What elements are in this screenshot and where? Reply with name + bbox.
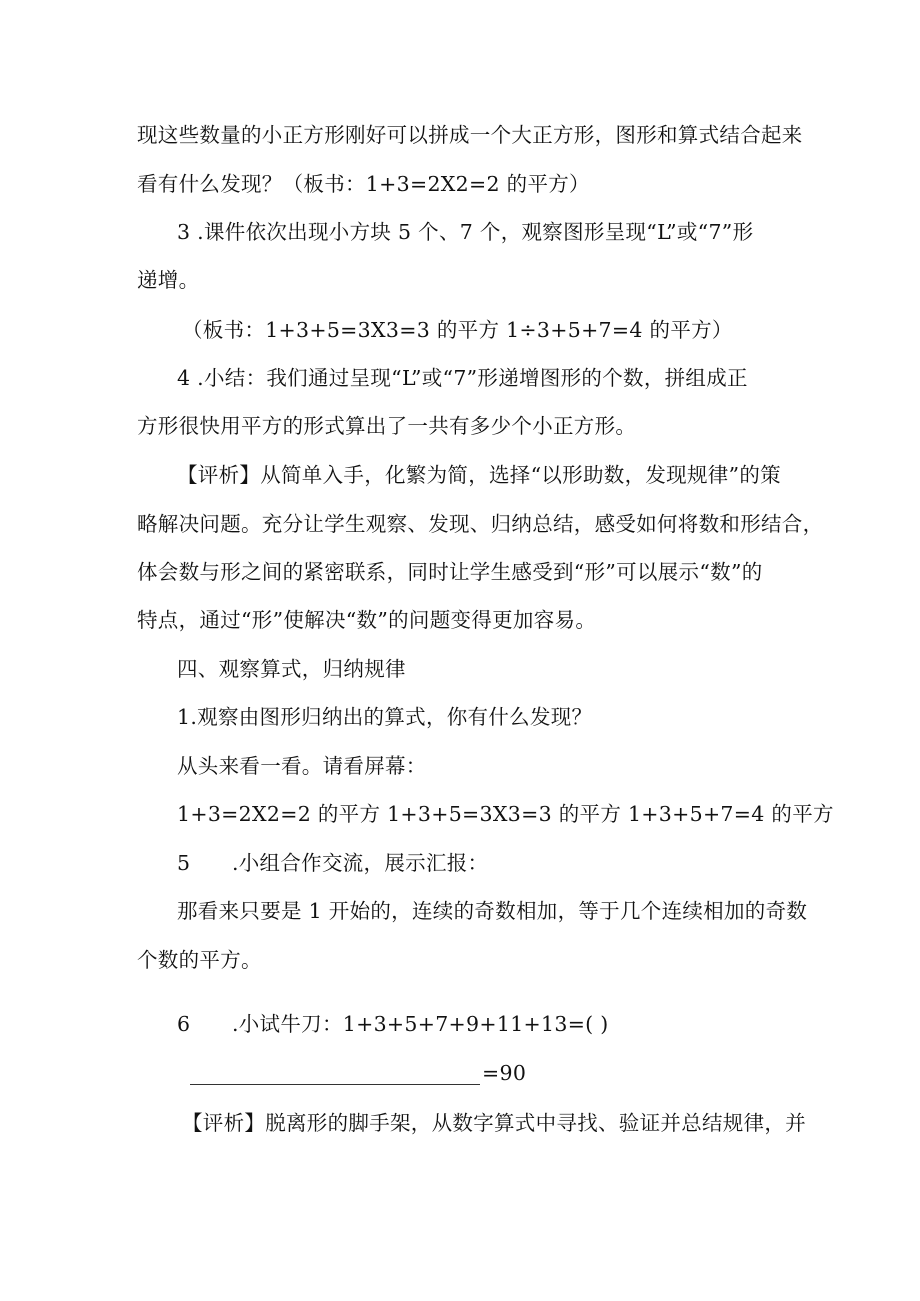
paragraph-line: 1+3=2X2=2 的平方 1+3+5=3X3=3 的平方 1+3+5+7=4 的平方 xyxy=(177,802,834,826)
answer-blank-line xyxy=(190,1084,480,1085)
paragraph-line: 5 .小组合作交流，展示汇报： xyxy=(177,851,489,875)
paragraph-line: 【评析】脱离形的脚手架，从数字算式中寻找、验证并总结规律，并 xyxy=(182,1111,806,1135)
paragraph-line: 现这些数量的小正方形刚好可以拼成一个大正方形，图形和算式结合起来 xyxy=(137,123,803,147)
paragraph-line: 【评析】从简单入手，化繁为简，选择“以形助数，发现规律”的策 xyxy=(177,463,781,487)
paragraph-line: （板书：1+3+5=3X3=3 的平方 1÷3+5+7=4 的平方） xyxy=(182,318,733,342)
paragraph-line: 1.观察由图形归纳出的算式，你有什么发现？ xyxy=(177,705,593,729)
answer-result: =90 xyxy=(482,1061,527,1085)
paragraph-line: 递增。 xyxy=(137,268,200,292)
paragraph-line: 方形很快用平方的形式算出了一共有多少个小正方形。 xyxy=(137,414,637,438)
paragraph-line: 看有什么发现？（板书：1+3=2X2=2 的平方） xyxy=(137,172,590,196)
paragraph-line: 略解决问题。充分让学生观察、发现、归纳总结，感受如何将数和形结合， xyxy=(137,512,824,536)
paragraph-line: 那看来只要是 1 开始的，连续的奇数相加，等于几个连续相加的奇数 xyxy=(177,899,808,923)
paragraph-line: 体会数与形之间的紧密联系，同时让学生感受到“形”可以展示“数”的 xyxy=(137,560,763,584)
paragraph-line: 从头来看一看。请看屏幕： xyxy=(177,754,427,778)
paragraph-line: 特点，通过“形”使解决“数”的问题变得更加容易。 xyxy=(137,608,597,632)
paragraph-line: 4 .小结：我们通过呈现“L”或“7”形递增图形的个数，拼组成正 xyxy=(177,366,748,390)
paragraph-line: 6 .小试牛刀：1+3+5+7+9+11+13=( ) xyxy=(177,1012,609,1036)
paragraph-line: 3 .课件依次出现小方块 5 个、7 个，观察图形呈现“L”或“7”形 xyxy=(177,220,754,244)
paragraph-line: 个数的平方。 xyxy=(137,948,262,972)
section-heading: 四、观察算式，归纳规律 xyxy=(177,657,406,681)
